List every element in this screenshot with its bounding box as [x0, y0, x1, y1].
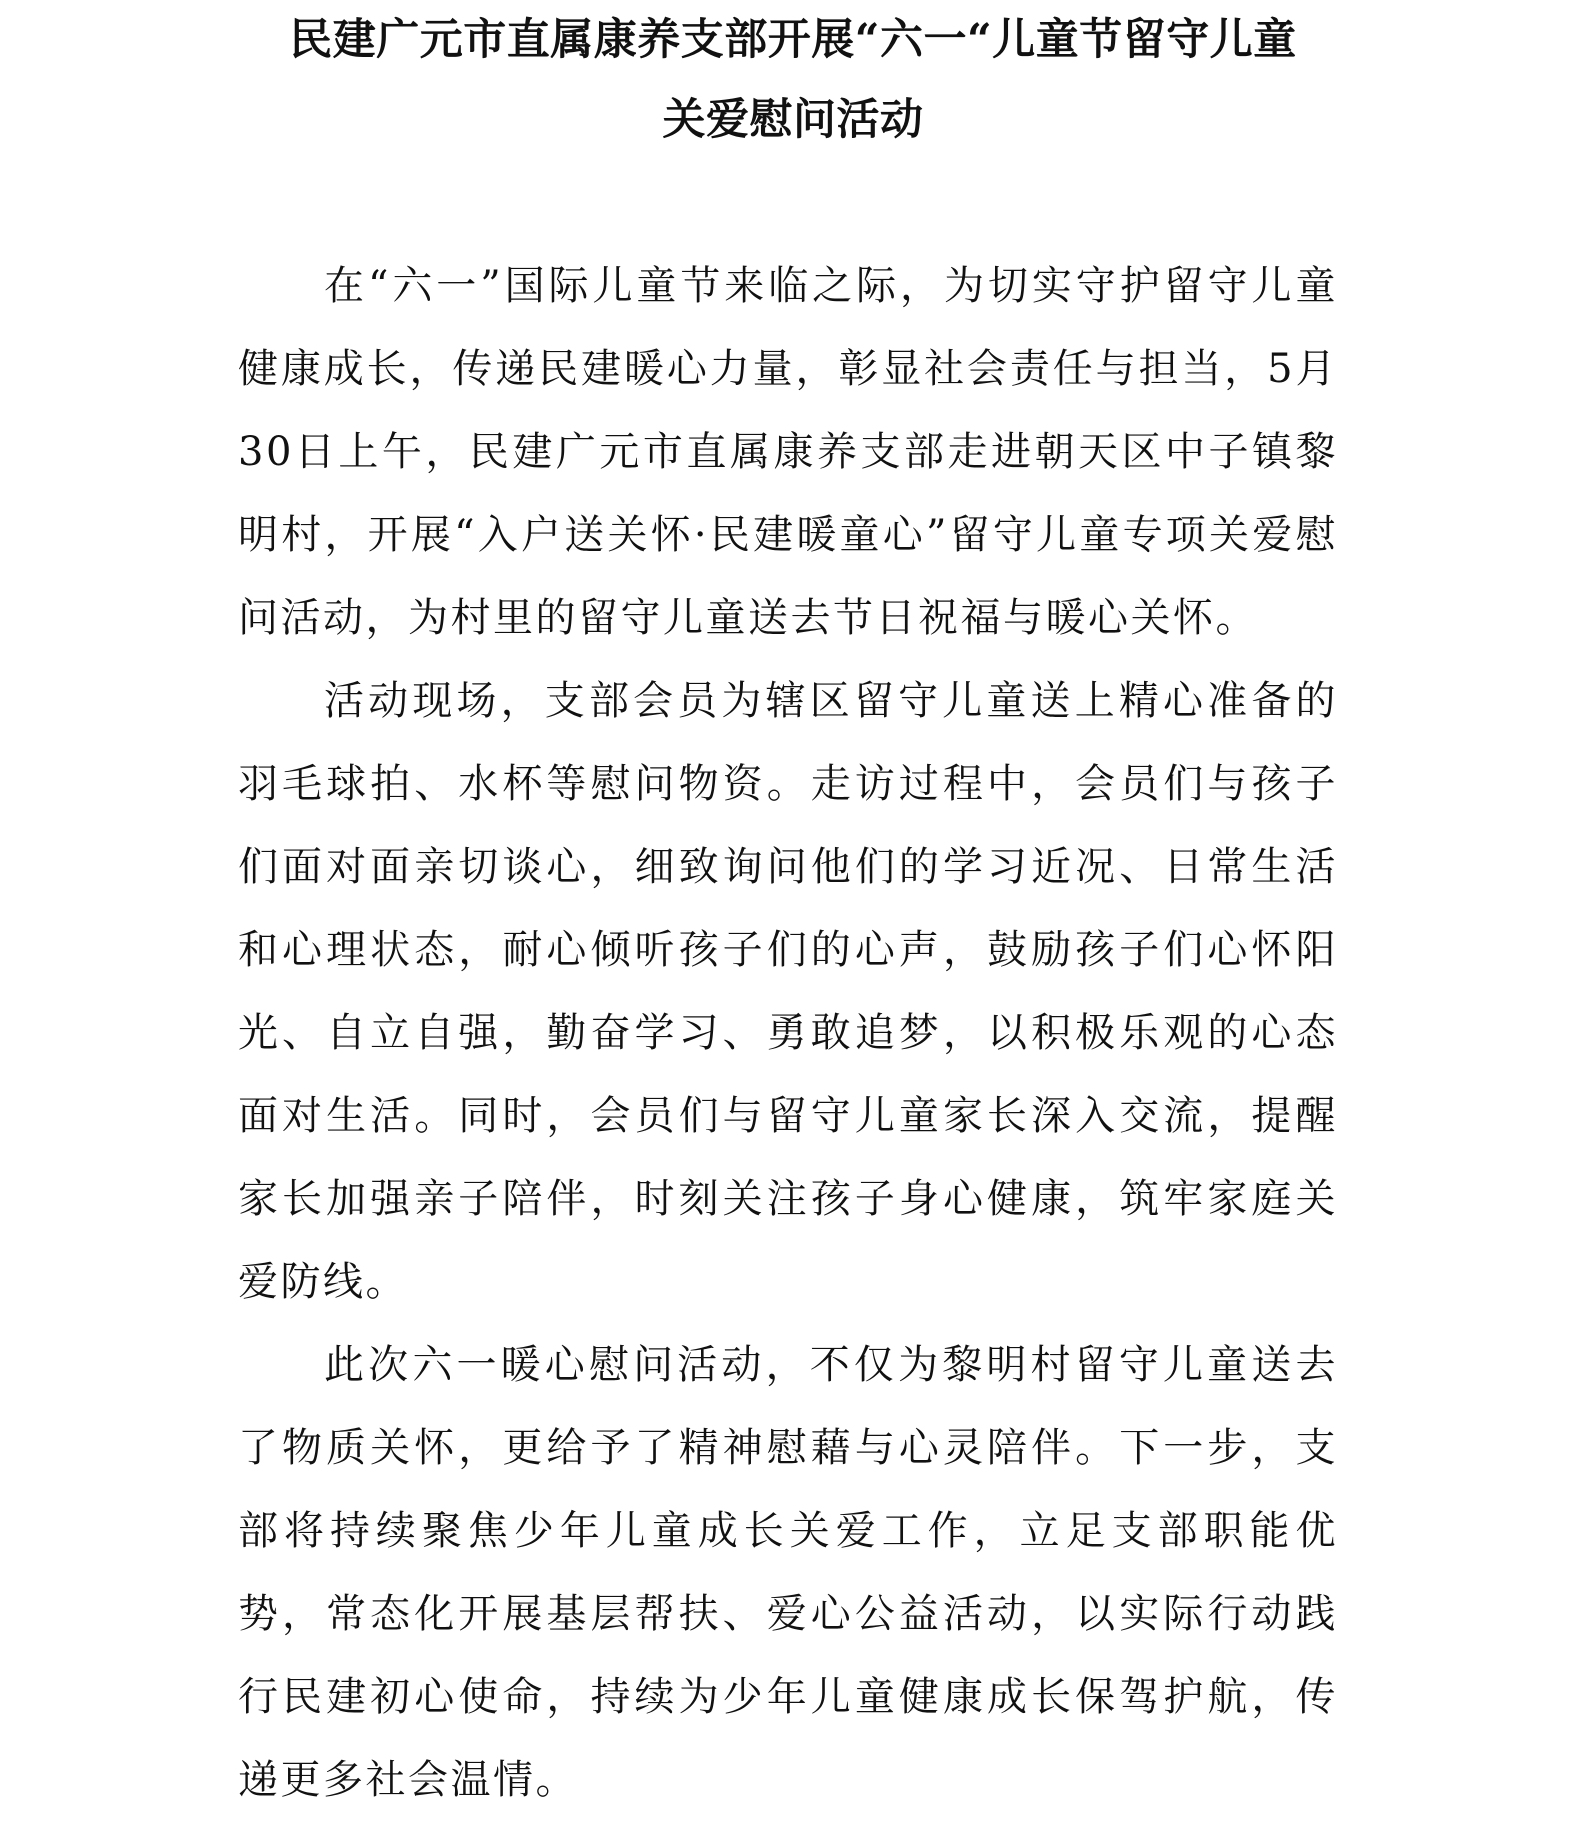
paragraph-3: 此次六一暖心慰问活动，不仅为黎明村留守儿童送去了物质关怀，更给予了精神慰藉与心灵陪伴。下一步，支部将持续聚焦少年儿童成长关爱工作，立足支部职能优势，常态化开展基层帮扶、爱心公益活动，以实际行动践行民建初心使命，持续为少年儿童健康成长保驾护航，传递更多社会温情。	[238, 1342, 1338, 1803]
document-title-line-2: 关爱慰问活动	[662, 95, 924, 145]
paragraph-1: 在“六一”国际儿童节来临之际，为切实守护留守儿童健康成长，传递民建暖心力量，彰显社会责任与担当，5月30日上午，民建广元市直属康养支部走进朝天区中子镇黎明村，开展“入户送关怀·民建暖童心”留守儿童专项关爱慰问活动，为村里的留守儿童送去节日祝福与暖心关怀。	[238, 263, 1338, 641]
paragraph-2: 活动现场，支部会员为辖区留守儿童送上精心准备的羽毛球拍、水杯等慰问物资。走访过程中，会员们与孩子们面对面亲切谈心，细致询问他们的学习近况、日常生活和心理状态，耐心倾听孩子们的心声，鼓励孩子们心怀阳光、自立自强，勤奋学习、勇敢追梦，以积极乐观的心态面对生活。同时，会员们与留守儿童家长深入交流，提醒家长加强亲子陪伴，时刻关注孩子身心健康，筑牢家庭关爱防线。	[238, 678, 1338, 1305]
document-title-line-1: 民建广元市直属康养支部开展“六一“儿童节留守儿童	[289, 15, 1297, 65]
document-body	[238, 245, 1338, 1822]
